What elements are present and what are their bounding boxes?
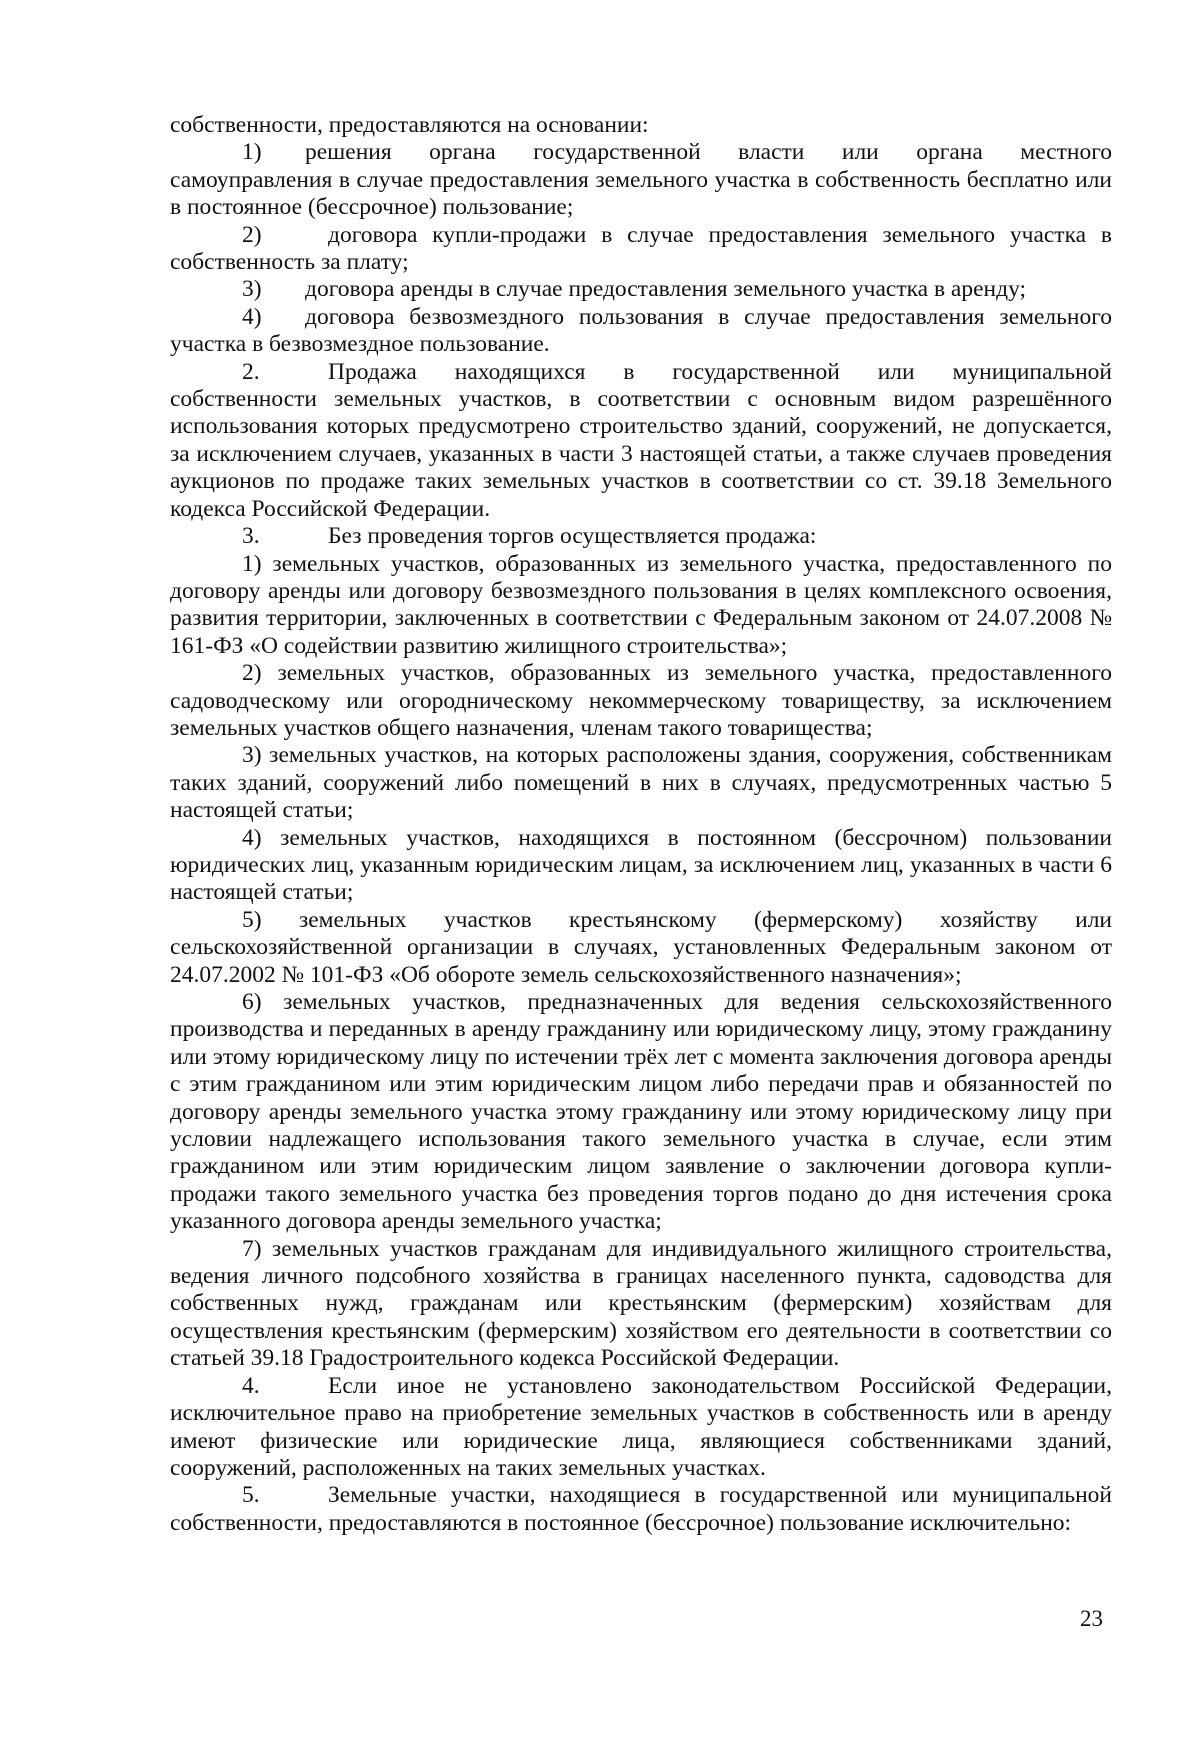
basis-item-3 <box>170 276 1112 303</box>
item-number: 2) <box>242 221 262 248</box>
section-number: 3. <box>242 523 260 550</box>
section-3 <box>170 523 1112 550</box>
basis-item-1 <box>170 139 1112 221</box>
section-4 <box>170 1373 1112 1483</box>
section-first-line: Продажа находящихся в государственной или муниципальной <box>328 358 1112 385</box>
item-first-line: договора купли-продажи в случае предоставления земельного участка в <box>328 221 1112 248</box>
item-continuation: самоуправления в случае предоставления земельного участка в собственность бесплатно или в постоянное (бессрочное) пользование; <box>170 166 1112 221</box>
sale-item-7: 7) земельных участков гражданам для индивидуального жилищного строительства, ведения личного подсобного хозяйства в границах населенного пункта, садоводства для собственных нужд, гражданам или крестьянским (фермерским) хозяйствам для осуществления крестьянским (фермерским) хозяйством его деятельности в соответствии со статьей 39.18 Градостроительного кодекса Российской Федерации. <box>170 1235 1112 1372</box>
section-number: 5. <box>242 1482 260 1509</box>
sale-item-1: 1) земельных участков, образованных из земельного участка, предоставленного по договору аренды или договору безвозмездного пользования в целях комплексного освоения, развития территории, заключенных в соответствии с Федеральным законом от 24.07.2008 № 161-ФЗ «О содействии развитию жилищного строительства»; <box>170 550 1112 659</box>
section-first-line: Если иное не установлено законодательством Российской Федерации, <box>328 1372 1112 1399</box>
document-page <box>170 112 1112 1537</box>
section-heading: Без проведения торгов осуществляется продажа: <box>328 523 817 550</box>
section-first-line: Земельные участки, находящиеся в государственной или муниципальной <box>328 1482 1112 1509</box>
item-continuation: участка в безвозмездное пользование. <box>170 331 550 358</box>
item-first-line: решения органа государственной власти или органа местного <box>305 139 1112 166</box>
item-number: 3) <box>242 276 262 303</box>
item-first-line: договора безвозмездного пользования в случае предоставления земельного <box>305 303 1112 330</box>
section-continuation: собственности, предоставляются в постоянное (бессрочное) пользование исключительно: <box>170 1509 1072 1536</box>
page-number: 23 <box>1080 1606 1103 1631</box>
item-first-line: договора аренды в случае предоставления земельного участка в аренду; <box>305 276 1027 303</box>
sale-item-2: 2) земельных участков, образованных из земельного участка, предоставленного садоводческому или огородническому некоммерческому товариществу, за исключением земельных участков общего назначения, членам такого товарищества; <box>170 660 1112 741</box>
section-5 <box>170 1482 1112 1537</box>
item-number: 4) <box>242 303 262 330</box>
sale-item-4: 4) земельных участков, находящихся в постоянном (бессрочном) пользовании юридических лиц, указанным юридическим лицам, за исключением лиц, указанных в части 6 настоящей статьи; <box>170 824 1112 906</box>
sale-item-5: 5) земельных участков крестьянскому (фермерскому) хозяйству или сельскохозяйственной организации в случаях, установленных Федеральным законом от 24.07.2002 № 101-ФЗ «Об обороте земель сельскохозяйственного назначения»; <box>170 906 1112 988</box>
section-number: 2. <box>242 358 260 385</box>
item-continuation: собственность за плату; <box>170 249 409 276</box>
sale-item-3: 3) земельных участков, на которых расположены здания, сооружения, собственникам таких зданий, сооружений либо помещений в них в случаях, предусмотренных частью 5 настоящей статьи; <box>170 742 1112 824</box>
section-number: 4. <box>242 1372 260 1399</box>
section-2 <box>170 359 1112 523</box>
basis-item-2 <box>170 222 1112 277</box>
section-continuation: исключительное право на приобретение земельных участков в собственность или в аренду имеют физические или юридические лица, являющиеся собственниками зданий, сооружений, расположенных на таких земельных участках. <box>170 1400 1112 1481</box>
intro-line: собственности, предоставляются на основании: <box>170 112 649 138</box>
sale-item-6: 6) земельных участков, предназначенных для ведения сельскохозяйственного производства и переданных в аренду гражданину или юридическому лицу, этому гражданину или этому юридическому лицу по истечении трёх лет с момента заключения договора аренды с этим гражданином или этим юридическим лицом либо передачи прав и обязанностей по договору аренды земельного участка этому гражданину или этому юридическому лицу при условии надлежащего использования такого земельного участка в случае, если этим гражданином или этим юридическим лицом заявление о заключении договора купли-продажи такого земельного участка без проведения торгов подано до дня истечения срока указанного договора аренды земельного участка; <box>170 989 1112 1235</box>
section-continuation: собственности земельных участков, в соответствии с основным видом разрешённого использования которых предусмотрено строительство зданий, сооружений, не допускается, за исключением случаев, указанных в части 3 настоящей статьи, а также случаев проведения аукционов по продаже таких земельных участков в соответствии со ст. 39.18 Земельного кодекса Российской Федерации. <box>170 386 1112 522</box>
item-number: 1) <box>242 139 262 166</box>
basis-item-4 <box>170 304 1112 359</box>
